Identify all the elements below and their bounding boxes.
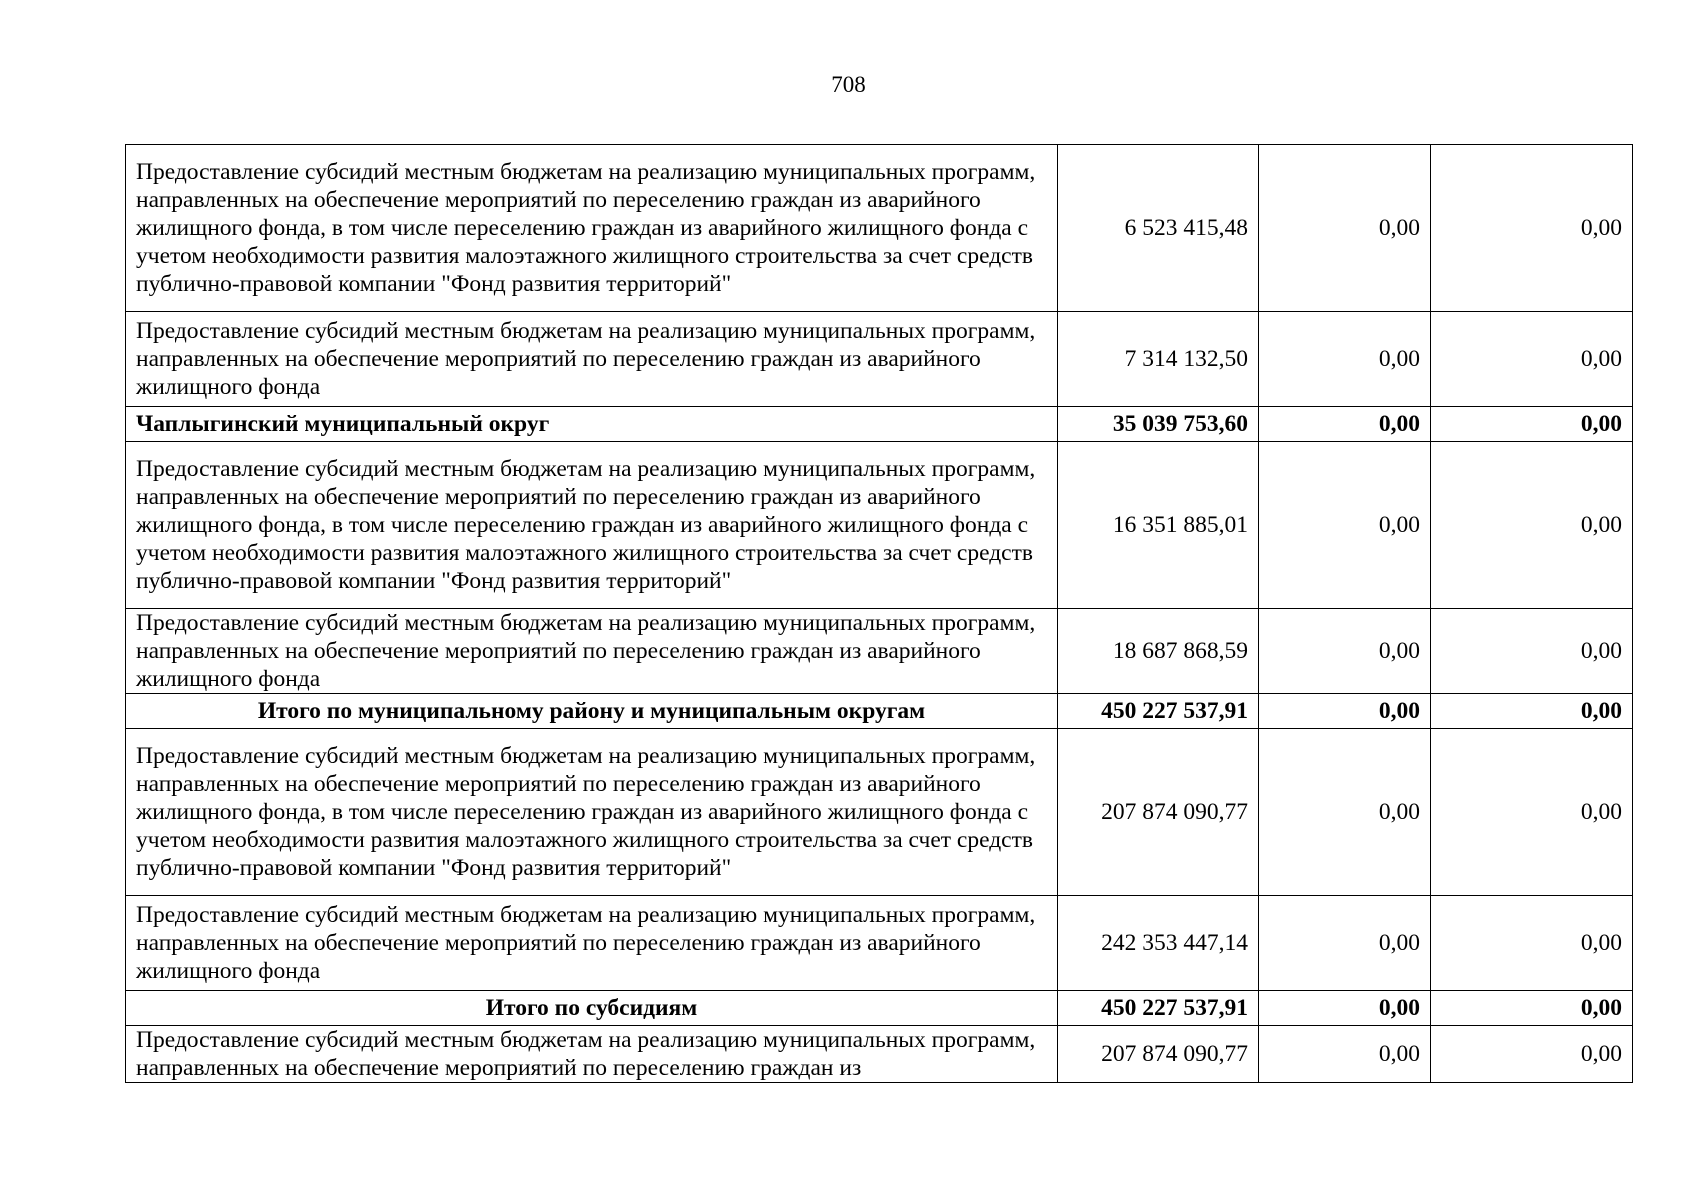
row-value-1: 242 353 447,14 bbox=[1058, 896, 1259, 991]
row-description: Предоставление субсидий местным бюджетам на реализацию муниципальных программ, направленных на обеспечение мероприятий по переселению граждан из аварийного жилищного фонда bbox=[126, 312, 1058, 407]
group-title: Чаплыгинский муниципальный округ bbox=[126, 407, 1058, 442]
total-value-1: 450 227 537,91 bbox=[1058, 694, 1259, 729]
row-value-3: 0,00 bbox=[1431, 1026, 1633, 1083]
row-value-2: 0,00 bbox=[1259, 896, 1431, 991]
total-value-2: 0,00 bbox=[1259, 694, 1431, 729]
group-value-2: 0,00 bbox=[1259, 407, 1431, 442]
row-description: Предоставление субсидий местным бюджетам на реализацию муниципальных программ, направленных на обеспечение мероприятий по переселению граждан из bbox=[126, 1026, 1058, 1083]
row-description: Предоставление субсидий местным бюджетам на реализацию муниципальных программ, направленных на обеспечение мероприятий по переселению граждан из аварийного жилищного фонда, в том числе переселению граждан из аварийного жилищного фонда с учетом необходимости развития малоэтажного жилищного строительства за счет средств публично-правовой компании "Фонд развития территорий" bbox=[126, 442, 1058, 609]
row-value-3: 0,00 bbox=[1431, 312, 1633, 407]
row-value-3: 0,00 bbox=[1431, 896, 1633, 991]
row-value-1: 16 351 885,01 bbox=[1058, 442, 1259, 609]
total-value-3: 0,00 bbox=[1431, 991, 1633, 1026]
row-value-1: 207 874 090,77 bbox=[1058, 1026, 1259, 1083]
row-value-2: 0,00 bbox=[1259, 1026, 1431, 1083]
row-value-1: 207 874 090,77 bbox=[1058, 729, 1259, 896]
table-row bbox=[126, 1026, 1633, 1083]
page-number: 708 bbox=[831, 72, 866, 97]
row-value-1: 6 523 415,48 bbox=[1058, 145, 1259, 312]
row-description: Предоставление субсидий местным бюджетам на реализацию муниципальных программ, направленных на обеспечение мероприятий по переселению граждан из аварийного жилищного фонда bbox=[126, 896, 1058, 991]
total-row bbox=[126, 991, 1633, 1026]
row-description: Предоставление субсидий местным бюджетам на реализацию муниципальных программ, направленных на обеспечение мероприятий по переселению граждан из аварийного жилищного фонда, в том числе переселению граждан из аварийного жилищного фонда с учетом необходимости развития малоэтажного жилищного строительства за счет средств публично-правовой компании "Фонд развития территорий" bbox=[126, 729, 1058, 896]
table-row bbox=[126, 312, 1633, 407]
row-value-2: 0,00 bbox=[1259, 609, 1431, 694]
row-description: Предоставление субсидий местным бюджетам на реализацию муниципальных программ, направленных на обеспечение мероприятий по переселению граждан из аварийного жилищного фонда, в том числе переселению граждан из аварийного жилищного фонда с учетом необходимости развития малоэтажного жилищного строительства за счет средств публично-правовой компании "Фонд развития территорий" bbox=[126, 145, 1058, 312]
row-value-2: 0,00 bbox=[1259, 145, 1431, 312]
table-row bbox=[126, 442, 1633, 609]
table-row bbox=[126, 145, 1633, 312]
row-description: Предоставление субсидий местным бюджетам на реализацию муниципальных программ, направленных на обеспечение мероприятий по переселению граждан из аварийного жилищного фонда bbox=[126, 609, 1058, 694]
total-title: Итого по муниципальному району и муниципальным округам bbox=[126, 694, 1058, 729]
row-value-3: 0,00 bbox=[1431, 442, 1633, 609]
budget-table bbox=[125, 144, 1633, 1083]
table-row bbox=[126, 609, 1633, 694]
total-value-3: 0,00 bbox=[1431, 694, 1633, 729]
table-row bbox=[126, 729, 1633, 896]
group-row bbox=[126, 407, 1633, 442]
total-value-2: 0,00 bbox=[1259, 991, 1431, 1026]
table-row bbox=[126, 896, 1633, 991]
row-value-3: 0,00 bbox=[1431, 145, 1633, 312]
row-value-3: 0,00 bbox=[1431, 729, 1633, 896]
group-value-1: 35 039 753,60 bbox=[1058, 407, 1259, 442]
row-value-2: 0,00 bbox=[1259, 442, 1431, 609]
row-value-2: 0,00 bbox=[1259, 729, 1431, 896]
row-value-3: 0,00 bbox=[1431, 609, 1633, 694]
total-value-1: 450 227 537,91 bbox=[1058, 991, 1259, 1026]
row-value-1: 18 687 868,59 bbox=[1058, 609, 1259, 694]
total-row bbox=[126, 694, 1633, 729]
row-value-2: 0,00 bbox=[1259, 312, 1431, 407]
total-title: Итого по субсидиям bbox=[126, 991, 1058, 1026]
group-value-3: 0,00 bbox=[1431, 407, 1633, 442]
row-value-1: 7 314 132,50 bbox=[1058, 312, 1259, 407]
